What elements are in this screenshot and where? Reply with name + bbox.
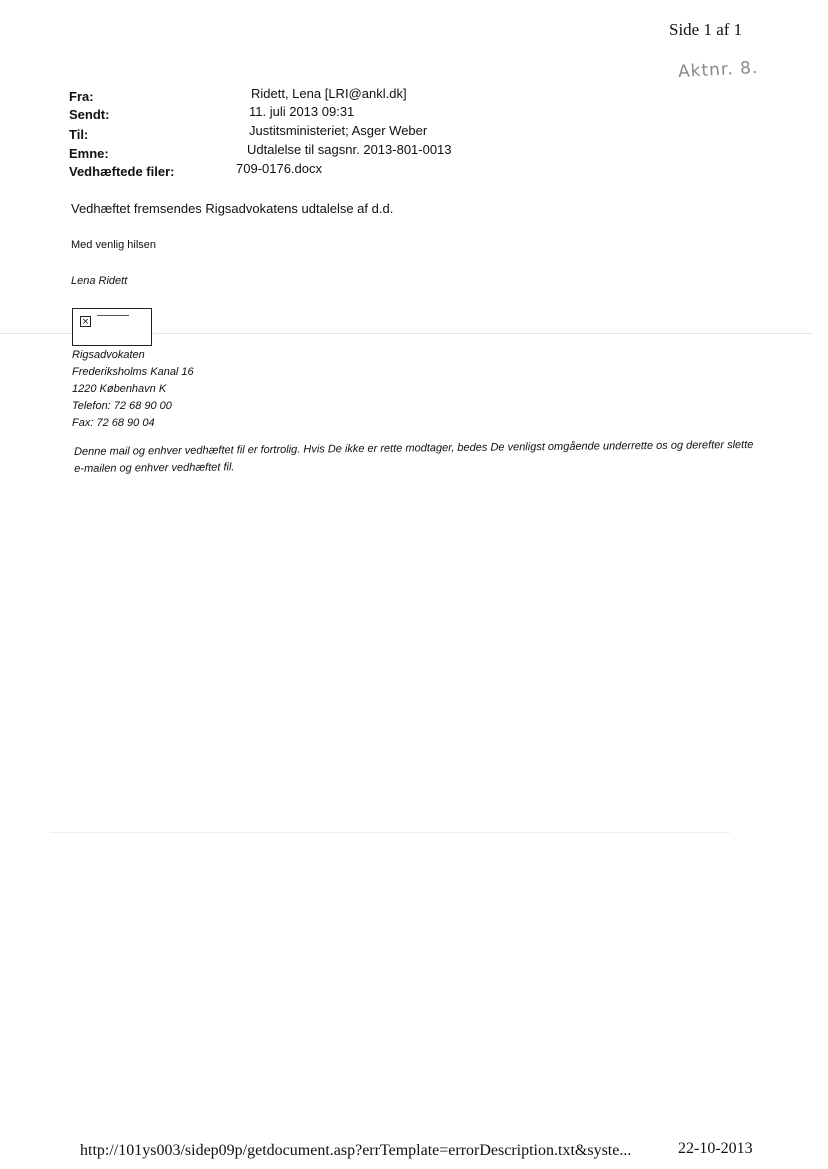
to-label: Til: <box>69 127 89 142</box>
from-value: Ridett, Lena [LRI@ankl.dk] <box>251 86 407 101</box>
logo-dash <box>97 315 129 316</box>
divider-line <box>153 333 813 334</box>
divider-line <box>50 832 730 833</box>
divider-line <box>0 333 72 334</box>
body-line: Vedhæftet fremsendes Rigsadvokatens udtalelse af d.d. <box>71 201 394 216</box>
logo-placeholder <box>72 308 152 346</box>
subject-value: Udtalelse til sagsnr. 2013-801-0013 <box>247 142 452 157</box>
signature-fax: Fax: 72 68 90 04 <box>72 417 155 429</box>
sent-label: Sendt: <box>69 107 110 122</box>
footer-date: 22-10-2013 <box>678 1140 753 1157</box>
signature-city: 1220 København K <box>72 383 167 395</box>
greeting: Med venlig hilsen <box>71 239 156 251</box>
attachments-value: 709-0176.docx <box>236 161 323 176</box>
signature-address: Frederiksholms Kanal 16 <box>72 366 194 378</box>
attachments-label: Vedhæftede filer: <box>69 164 175 179</box>
broken-image-icon: × <box>81 317 90 327</box>
to-value: Justitsministeriet; Asger Weber <box>249 123 428 138</box>
disclaimer: Denne mail og enhver vedhæftet fil er fortrolig. Hvis De ikke er rette modtager, bedes De venligst omgående underrette os og derefter slette e-mailen og enhver vedhæftet fil. <box>74 438 754 475</box>
sent-value: 11. juli 2013 09:31 <box>249 104 355 119</box>
signature-phone: Telefon: 72 68 90 00 <box>72 400 172 412</box>
handwritten-note: Aktnr. 8. <box>677 57 759 83</box>
sender-name: Lena Ridett <box>71 275 128 287</box>
subject-label: Emne: <box>69 146 109 161</box>
from-label: Fra: <box>69 89 94 104</box>
page-number: Side 1 af 1 <box>669 20 743 39</box>
footer-url: http://101ys003/sidep09p/getdocument.asp?errTemplate=errorDescription.txt&syste... <box>80 1142 632 1159</box>
signature-org: Rigsadvokaten <box>72 349 145 361</box>
